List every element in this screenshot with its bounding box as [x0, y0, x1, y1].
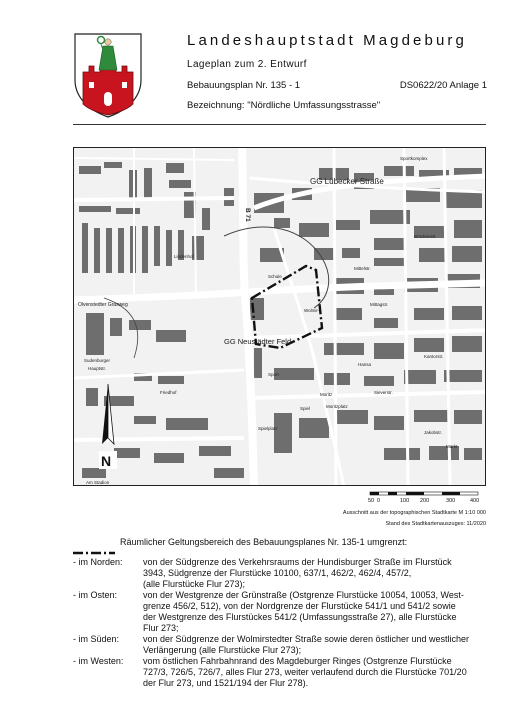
plan-number: Bebauungsplan Nr. 135 - 1	[187, 80, 301, 91]
map-scale-caption: Ausschnitt aus der topographischen Stadtkarte M 1:10 000	[342, 510, 486, 516]
description-west-label: - im Westen:	[73, 656, 124, 666]
label-sieverstr: Sieverstr.	[374, 390, 393, 395]
label-lubecker-strasse: GG Lübecker Straße	[310, 177, 384, 186]
label-brueckenstr: Brückenstr.	[414, 234, 437, 239]
label-mittagstr: Mittagstr.	[370, 302, 389, 307]
label-friedhof: Friedhof	[160, 390, 177, 395]
label-sportkomplex: Sportkomplex	[400, 156, 428, 161]
description-west-line: der Flur 273, und 1521/194 der Flur 278).	[143, 678, 309, 688]
label-mittelstr: Mittelstr.	[354, 266, 371, 271]
label-jakobstr: Jakobstr.	[424, 430, 443, 435]
description-east-label: - im Osten:	[73, 590, 118, 600]
description-east	[73, 590, 498, 634]
boundary-legend-text: Räumlicher Geltungsbereich des Bebauungsplanes Nr. 135-1 umgrenzt:	[120, 537, 408, 547]
label-markt: Markt	[446, 444, 458, 449]
boundary-description	[73, 557, 498, 689]
map-date-caption: Stand des Stadtkartenauszuges: 11/2020	[385, 521, 486, 527]
label-spiel: Spiel	[300, 406, 311, 411]
scale-tick-50: 50	[368, 498, 375, 504]
label-moritzplatz: Moritzplatz	[326, 404, 348, 409]
plan-subtitle: Lageplan zum 2. Entwurf	[187, 59, 307, 70]
label-kantorstr: Kantorstr.	[424, 354, 444, 359]
map-drawing	[74, 148, 486, 486]
label-am-stadion: Am Stadion	[86, 480, 110, 485]
label-schule: Schule	[268, 274, 282, 279]
label-b71: B 71	[244, 208, 251, 222]
north-arrow-label: N	[101, 453, 112, 469]
label-grassweg: Olvenstedter Grasweg	[78, 302, 128, 308]
scale-tick-0: 0	[377, 498, 381, 504]
description-west-line: vom östlichen Fahrbahnrand des Magdeburger Ringes (Ostgrenze Flurstücke	[143, 656, 452, 666]
description-east-line: grenze 456/2, 512), von der Nordgrenze der Flurstücke 541/1 und 541/2 sowie	[143, 601, 456, 611]
description-west	[73, 656, 498, 689]
description-south	[73, 634, 498, 656]
label-spielplatz: Spielplatz	[258, 426, 278, 431]
boundary-legend-symbol	[73, 542, 115, 546]
scale-tick-400: 400	[470, 498, 480, 504]
label-hansa: Hansa	[358, 362, 372, 367]
description-west-line: 727/3, 726/5, 726/7, alles Flur 273, weiter verlaufend durch die Flurstücke 701/20	[143, 667, 467, 677]
city-title: Landeshauptstadt Magdeburg	[187, 32, 467, 49]
site-map	[73, 147, 486, 486]
city-crest-icon	[73, 32, 143, 118]
description-north	[73, 557, 498, 590]
description-north-line: von der Südgrenze des Verkehrsraums der Hundisburger Straße im Flurstück	[143, 557, 452, 567]
label-wolmir: Wolmir-	[304, 308, 320, 313]
description-north-line: (alle Flurstücke Flur 273);	[143, 579, 246, 589]
label-moritz: Moritz	[320, 392, 333, 397]
description-south-label: - im Süden:	[73, 634, 120, 644]
description-south-line: von der Südgrenze der Wolmirstedter Straße sowie deren östlicher und westlicher	[143, 634, 469, 644]
scale-tick-100: 100	[400, 498, 410, 504]
scale-bar	[366, 491, 486, 509]
description-south-line: Verlängerung (alle Flurstücke Flur 273);	[143, 645, 302, 655]
description-east-line: der Westgrenze des Flurstückes 541/2 (Umfassungsstraße 27), alle Flurstücke	[143, 612, 457, 622]
label-lindenhof: Lindenhof	[174, 254, 194, 259]
description-east-line: von der Westgrenze der Grünstraße (Ostgrenze Flurstücke 10054, 10053, West-	[143, 590, 464, 600]
document-reference: DS0622/20 Anlage 1	[399, 80, 487, 91]
label-neustaedter-feld: GG Neustädter Feld	[224, 337, 292, 346]
description-north-line: 3943, Südgrenze der Flurstücke 10100, 637/1, 462/2, 462/4, 457/2,	[143, 568, 412, 578]
scale-tick-200: 200	[420, 498, 430, 504]
description-east-line: Flur 273;	[143, 623, 179, 633]
label-hauptstr: Hauptstr.	[88, 366, 107, 371]
plan-designation: Bezeichnung: "Nördliche Umfassungsstrasse"	[187, 100, 381, 111]
header-divider	[73, 124, 486, 125]
label-sudenburger: Sudenburger	[84, 358, 111, 363]
scale-tick-300: 300	[446, 498, 456, 504]
label-sport: Sport	[268, 372, 279, 377]
description-north-label: - im Norden:	[73, 557, 123, 567]
